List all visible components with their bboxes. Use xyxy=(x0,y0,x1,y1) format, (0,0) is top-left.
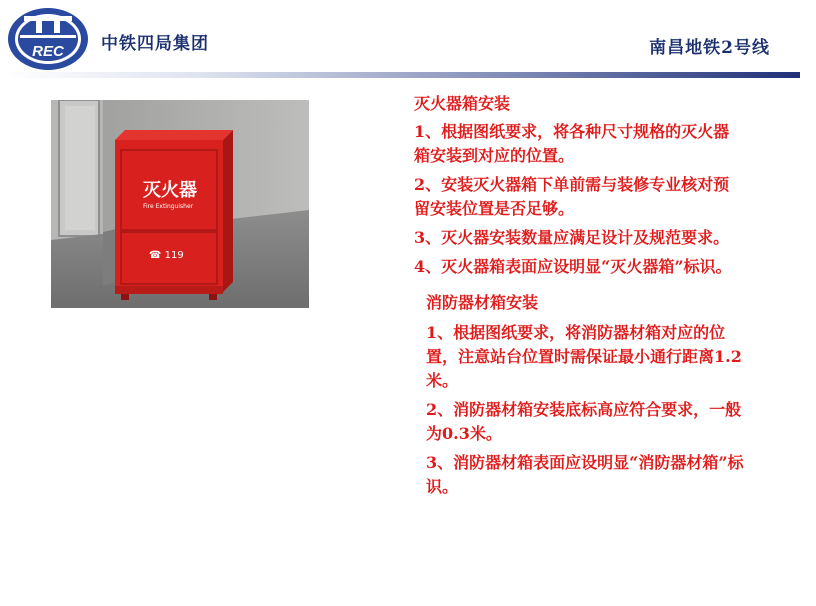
logo-lettering: REC xyxy=(32,43,64,60)
project-name: 南昌地铁2号线 xyxy=(649,38,770,58)
slide-header xyxy=(0,0,816,80)
section-title: 灭火器箱安装 xyxy=(414,94,511,113)
company-name: 中铁四局集团 xyxy=(101,34,209,54)
list-item: 2、安装灭火器箱下单前需与装修专业核对预留安装位置是否足够。 xyxy=(414,175,730,218)
list-item: 3、灭火器安装数量应满足设计及规范要求。 xyxy=(414,228,730,247)
list-item: 4、灭火器箱表面应设明显“灭火器箱”标识。 xyxy=(414,257,732,276)
section-fire-equipment-box xyxy=(426,291,744,499)
box-sub-label: Fire Extinguisher xyxy=(143,203,194,210)
box-label: 灭火器 xyxy=(143,180,197,201)
list-item: 1、根据图纸要求，将消防器材箱对应的位置，注意站台位置时需保证最小通行距离1.2米。 xyxy=(426,323,742,390)
fire-extinguisher-box-photo xyxy=(51,100,309,308)
instructions xyxy=(414,92,744,504)
list-item: 1、根据图纸要求，将各种尺寸规格的灭火器箱安装到对应的位置。 xyxy=(414,122,730,165)
list-item: 3、消防器材箱表面应设明显“消防器材箱”标识。 xyxy=(426,453,744,496)
crec-logo xyxy=(6,6,90,72)
header-divider xyxy=(0,72,800,78)
box-phone: ☎ 119 xyxy=(149,250,184,261)
section-title: 消防器材箱安装 xyxy=(426,293,539,312)
section-fire-extinguisher-box xyxy=(414,92,744,279)
list-item: 2、消防器材箱安装底标高应符合要求，一般为0.3米。 xyxy=(426,400,742,443)
